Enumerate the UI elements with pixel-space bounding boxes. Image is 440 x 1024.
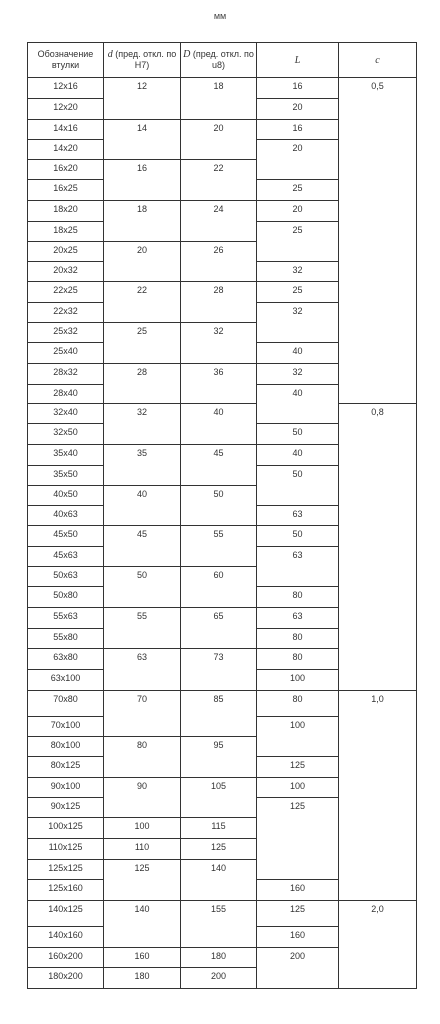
cell-d: 16	[104, 160, 181, 201]
header-D-note: (пред. откл. по u8)	[192, 49, 254, 70]
cell-d: 80	[104, 736, 181, 777]
cell-designation: 55x80	[28, 628, 104, 649]
table-body	[28, 78, 417, 989]
cell-designation: 16x25	[28, 180, 104, 201]
cell-L: 20	[257, 98, 339, 119]
cell-D: 36	[181, 363, 257, 404]
header-d-note: (пред. откл. по H7)	[115, 49, 177, 70]
header-L	[257, 43, 339, 78]
cell-L: 40	[257, 445, 339, 466]
header-d	[104, 43, 181, 78]
bushing-dimensions-table	[27, 42, 417, 989]
cell-L: 63	[257, 547, 339, 587]
header-D-symbol: D	[183, 49, 191, 60]
table-row	[28, 900, 417, 926]
cell-L: 20	[257, 200, 339, 221]
cell-L: 50	[257, 465, 339, 505]
cell-designation: 25x32	[28, 323, 104, 343]
table-header-row	[28, 43, 417, 78]
cell-designation: 22x25	[28, 282, 104, 303]
cell-designation: 22x32	[28, 303, 104, 323]
cell-L: 63	[257, 607, 339, 628]
cell-designation: 80x100	[28, 736, 104, 756]
cell-L: 32	[257, 303, 339, 343]
cell-D: 45	[181, 445, 257, 486]
cell-L: 80	[257, 649, 339, 670]
cell-designation: 50x80	[28, 587, 104, 608]
cell-L: 16	[257, 78, 339, 99]
cell-D: 55	[181, 526, 257, 567]
cell-d: 110	[104, 839, 181, 860]
cell-L: 100	[257, 670, 339, 691]
cell-L: 32	[257, 261, 339, 282]
cell-d: 160	[104, 947, 181, 968]
cell-designation: 20x25	[28, 241, 104, 261]
cell-D: 18	[181, 78, 257, 120]
cell-designation: 20x32	[28, 261, 104, 282]
cell-d: 55	[104, 607, 181, 649]
cell-L: 125	[257, 798, 339, 879]
cell-L: 25	[257, 180, 339, 201]
header-c	[339, 43, 417, 78]
cell-d: 32	[104, 404, 181, 445]
cell-D: 22	[181, 160, 257, 201]
cell-D: 95	[181, 736, 257, 777]
cell-designation: 180x200	[28, 968, 104, 989]
cell-designation: 70x80	[28, 691, 104, 717]
cell-L: 125	[257, 900, 339, 926]
cell-designation: 12x20	[28, 98, 104, 119]
cell-D: 105	[181, 777, 257, 818]
cell-designation: 90x125	[28, 798, 104, 818]
cell-L: 100	[257, 777, 339, 798]
table-row	[28, 78, 417, 99]
cell-d: 90	[104, 777, 181, 818]
cell-designation: 40x63	[28, 505, 104, 526]
cell-L: 160	[257, 926, 339, 947]
cell-designation: 63x100	[28, 670, 104, 691]
cell-d: 20	[104, 241, 181, 282]
cell-designation: 32x50	[28, 424, 104, 445]
cell-D: 32	[181, 323, 257, 364]
cell-d: 12	[104, 78, 181, 120]
cell-L: 32	[257, 363, 339, 384]
cell-L: 200	[257, 947, 339, 989]
cell-L: 25	[257, 282, 339, 303]
cell-c: 0,5	[339, 78, 417, 404]
cell-D: 24	[181, 200, 257, 241]
cell-designation: 140x125	[28, 900, 104, 926]
header-L-symbol: L	[294, 54, 301, 66]
cell-d: 100	[104, 818, 181, 839]
cell-L: 80	[257, 587, 339, 608]
cell-D: 20	[181, 119, 257, 160]
cell-L: 125	[257, 756, 339, 777]
cell-L: 160	[257, 879, 339, 900]
cell-designation: 18x25	[28, 221, 104, 241]
cell-d: 18	[104, 200, 181, 241]
table-row	[28, 404, 417, 424]
cell-d: 140	[104, 900, 181, 947]
cell-L: 100	[257, 717, 339, 757]
cell-designation: 80x125	[28, 756, 104, 777]
header-designation-text: Обозначение втулки	[37, 49, 94, 70]
cell-D: 85	[181, 691, 257, 737]
cell-D: 155	[181, 900, 257, 947]
cell-D: 140	[181, 859, 257, 900]
cell-designation: 14x16	[28, 119, 104, 140]
cell-d: 35	[104, 445, 181, 486]
cell-designation: 125x160	[28, 879, 104, 900]
cell-D: 26	[181, 241, 257, 282]
header-c-symbol: c	[375, 54, 380, 66]
cell-designation: 32x40	[28, 404, 104, 424]
cell-D: 200	[181, 968, 257, 989]
cell-d: 28	[104, 363, 181, 404]
cell-d: 22	[104, 282, 181, 323]
header-designation	[28, 43, 104, 78]
cell-L: 50	[257, 526, 339, 547]
cell-d: 180	[104, 968, 181, 989]
cell-designation: 50x63	[28, 567, 104, 587]
cell-c: 2,0	[339, 900, 417, 989]
table-row	[28, 691, 417, 717]
header-D	[181, 43, 257, 78]
cell-designation: 40x50	[28, 485, 104, 505]
cell-designation: 28x32	[28, 363, 104, 384]
cell-L: 50	[257, 424, 339, 445]
cell-designation: 63x80	[28, 649, 104, 670]
cell-D: 60	[181, 567, 257, 608]
cell-c: 1,0	[339, 691, 417, 901]
cell-d: 63	[104, 649, 181, 691]
cell-D: 65	[181, 607, 257, 649]
cell-D: 40	[181, 404, 257, 445]
cell-designation: 125x125	[28, 859, 104, 879]
cell-L: 25	[257, 221, 339, 261]
cell-L: 63	[257, 505, 339, 526]
header-d-symbol: d	[107, 49, 113, 60]
cell-D: 180	[181, 947, 257, 968]
cell-d: 14	[104, 119, 181, 160]
cell-designation: 55x63	[28, 607, 104, 628]
cell-designation: 28x40	[28, 384, 104, 404]
cell-D: 50	[181, 485, 257, 526]
cell-designation: 35x50	[28, 465, 104, 485]
cell-designation: 140x160	[28, 926, 104, 947]
cell-D: 115	[181, 818, 257, 839]
cell-designation: 18x20	[28, 200, 104, 221]
cell-d: 125	[104, 859, 181, 900]
cell-c: 0,8	[339, 404, 417, 691]
cell-d: 45	[104, 526, 181, 567]
cell-designation: 90x100	[28, 777, 104, 798]
cell-D: 28	[181, 282, 257, 323]
cell-L: 20	[257, 140, 339, 180]
cell-designation: 110x125	[28, 839, 104, 860]
cell-designation: 35x40	[28, 445, 104, 466]
cell-L: 40	[257, 384, 339, 424]
cell-L: 80	[257, 628, 339, 649]
cell-designation: 12x16	[28, 78, 104, 99]
cell-designation: 70x100	[28, 717, 104, 737]
cell-designation: 100x125	[28, 818, 104, 839]
cell-designation: 16x20	[28, 160, 104, 180]
cell-designation: 14x20	[28, 140, 104, 160]
cell-designation: 25x40	[28, 342, 104, 363]
cell-d: 40	[104, 485, 181, 526]
cell-d: 50	[104, 567, 181, 608]
cell-D: 125	[181, 839, 257, 860]
cell-designation: 160x200	[28, 947, 104, 968]
cell-L: 40	[257, 342, 339, 363]
cell-L: 80	[257, 691, 339, 717]
cell-d: 70	[104, 691, 181, 737]
units-label: мм	[213, 11, 227, 21]
cell-designation: 45x50	[28, 526, 104, 547]
cell-d: 25	[104, 323, 181, 364]
cell-designation: 45x63	[28, 547, 104, 567]
cell-D: 73	[181, 649, 257, 691]
cell-L: 16	[257, 119, 339, 140]
